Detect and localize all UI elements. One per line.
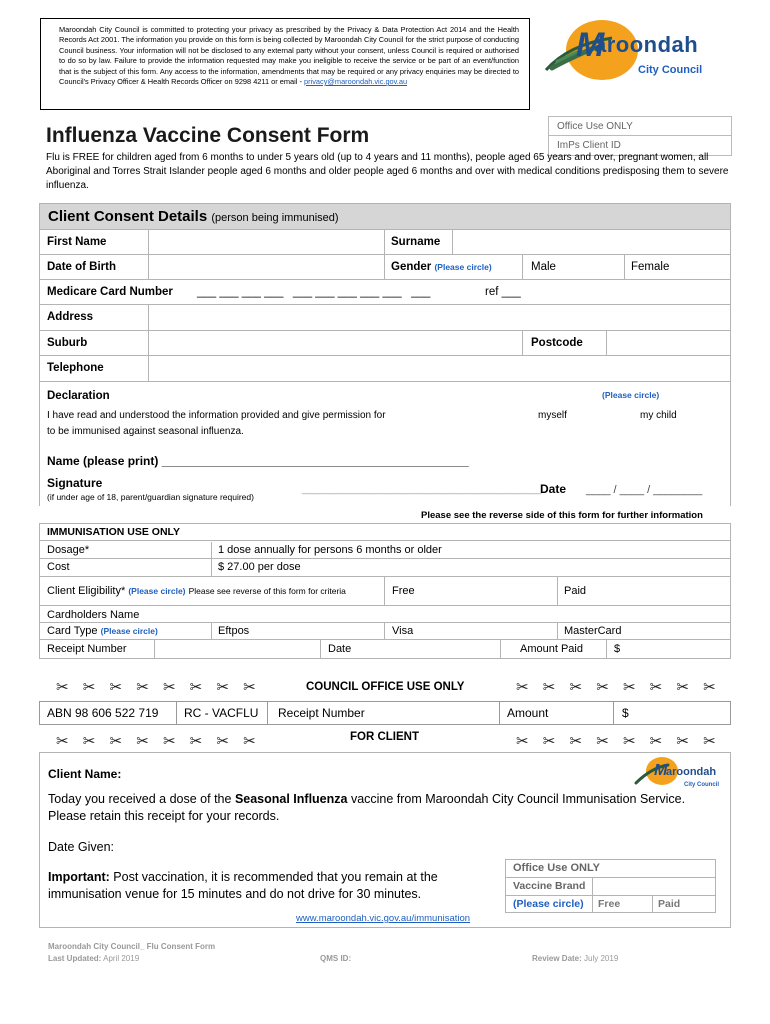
scissors-cut-line-right-1: ✂ ✂ ✂ ✂ ✂ ✂ ✂ ✂: [516, 679, 721, 696]
card-type-row: [40, 623, 730, 640]
gender-male-option[interactable]: Male: [531, 261, 556, 273]
council-amount-label: Amount: [507, 706, 549, 720]
signature-note: (if under age of 18, parent/guardian signature required): [47, 492, 254, 502]
client-receipt-box: [39, 752, 731, 928]
surname-field[interactable]: [452, 230, 730, 254]
address-label: Address: [47, 311, 94, 323]
client-please-circle: (Please circle): [513, 898, 584, 910]
council-amount-dollar[interactable]: $: [622, 706, 629, 720]
declaration-myself-option[interactable]: myself: [538, 410, 567, 421]
client-office-use-label: Office Use ONLY: [513, 862, 601, 874]
telephone-field[interactable]: [148, 356, 730, 381]
privacy-email-link[interactable]: privacy@maroondah.vic.gov.au: [304, 77, 408, 87]
receipt-row: [40, 640, 730, 658]
eligibility-note: Please see reverse of this form for criteria: [188, 586, 346, 596]
signature-date-field[interactable]: ____ / ____ / ________: [586, 484, 703, 496]
gender-please-circle: (Please circle): [434, 262, 492, 272]
signature-field[interactable]: ___________________________________________: [302, 484, 542, 495]
council-receipt-number-label: Receipt Number: [278, 706, 365, 720]
client-consent-section: [39, 203, 731, 506]
for-client-heading: FOR CLIENT: [350, 731, 419, 743]
privacy-text: Maroondah City Council is committed to protecting your privacy as prescribed by the Privacy & Data Protection Act 2014 and the Health Records Act 2001. The information you provide on this form is being collected by Maroondah City Council for the strict purpose of conducting Council business. Your information will not be disclosed to any external party without your consent, unless Council is required or authorised to do so by law. Failure to provide the information requested may make you ineligible to receive the service or be part of an event/function that is the subject of this form. Any access to the information, amendments that may be required or any privacy enquiries may be directed to Council's Privacy Officer & Health Records Officer on 9298 4211 or email -: [59, 25, 519, 87]
page-title: Influenza Vaccine Consent Form: [46, 124, 370, 147]
cost-label: Cost: [47, 561, 70, 573]
cardholder-label: Cardholders Name: [47, 609, 140, 621]
imps-client-id-field[interactable]: ImPs Client ID: [557, 140, 621, 151]
declaration-my-child-option[interactable]: my child: [640, 410, 677, 421]
receipt-number-label: Receipt Number: [47, 643, 127, 655]
logo-sub-text: City Council: [638, 64, 703, 76]
eligibility-row: [40, 577, 730, 606]
office-use-box: [548, 116, 732, 156]
medicare-number-field[interactable]: ___ ___ ___ ___ ___ ___ ___ ___ ___ ___: [197, 286, 431, 298]
reverse-side-note: Please see the reverse side of this form for further information: [421, 510, 703, 521]
suburb-label: Suburb: [47, 337, 88, 349]
svg-text:City Council: City Council: [684, 782, 720, 788]
signature-date-label: Date: [540, 482, 567, 496]
council-office-row: [39, 701, 731, 725]
footer-review-date: Review Date: July 2019: [532, 954, 619, 963]
client-paid-option[interactable]: Paid: [658, 898, 681, 910]
scissors-cut-line-left-2: ✂ ✂ ✂ ✂ ✂ ✂ ✂ ✂: [56, 733, 261, 750]
dosage-row: [40, 542, 730, 559]
first-name-field[interactable]: [148, 230, 384, 254]
card-type-label: Card Type (Please circle): [47, 625, 158, 637]
immunisation-url-link[interactable]: www.maroondah.vic.gov.au/immunisation: [296, 913, 471, 924]
maroondah-logo: [542, 18, 732, 88]
medicare-ref-field[interactable]: ref ___: [485, 286, 521, 298]
postcode-field[interactable]: [606, 331, 730, 355]
dob-gender-row: [40, 255, 730, 280]
footer-last-updated: Last Updated: April 2019: [48, 954, 140, 963]
immunisation-section: [39, 523, 731, 659]
intro-text: Flu is FREE for children aged from 6 months to under 5 years old (up to 4 years and 11 months), people aged 65 years and over, pregnant women, all Aboriginal and Torres Strait Islander people aged 6 months and older people aged 6 months and over with medical conditions predisposing them to severe influenza.: [46, 152, 729, 191]
office-use-label: Office Use ONLY: [549, 117, 731, 136]
dosage-label: Dosage*: [47, 544, 90, 556]
amount-paid-label: Amount Paid: [520, 643, 583, 655]
eligibility-please-circle: (Please circle): [128, 586, 186, 596]
telephone-row: [40, 356, 730, 382]
card-mastercard-option[interactable]: MasterCard: [564, 625, 622, 637]
dob-label: Date of Birth: [47, 261, 116, 273]
svg-text:aroondah: aroondah: [666, 766, 717, 778]
amount-paid-dollar[interactable]: $: [614, 643, 621, 655]
footer-qms-id: QMS ID:: [320, 954, 352, 963]
address-field[interactable]: [148, 305, 730, 330]
first-name-label: First Name: [47, 236, 107, 248]
scissors-cut-line-right-2: ✂ ✂ ✂ ✂ ✂ ✂ ✂ ✂: [516, 733, 721, 750]
gender-label: Gender (Please circle): [391, 261, 492, 273]
telephone-label: Telephone: [47, 362, 104, 374]
cost-value: $ 27.00 per dose: [218, 561, 301, 573]
council-office-heading: COUNCIL OFFICE USE ONLY: [306, 681, 465, 693]
svg-text:M: M: [654, 762, 668, 779]
abn-text: ABN 98 606 522 719: [47, 706, 159, 720]
client-receipt-logo: [632, 753, 722, 793]
surname-label: Surname: [391, 236, 441, 248]
footer-form-name: Maroondah City Council_ Flu Consent Form: [48, 942, 216, 951]
dosage-value: 1 dose annually for persons 6 months or older: [218, 544, 442, 556]
eligibility-paid-option[interactable]: Paid: [564, 585, 587, 597]
logo-initial: M: [576, 26, 605, 64]
privacy-notice: [40, 18, 530, 110]
card-visa-option[interactable]: Visa: [392, 625, 414, 637]
cost-row: [40, 559, 730, 577]
name-print-field[interactable]: Name (please print) ______________________________________________: [47, 454, 469, 468]
important-note: Important: Post vaccination, it is recommended that you remain at the immunisation venue for 15 minutes and do not drive for 30 minutes.: [48, 870, 438, 901]
consent-heading-text: Client Consent Details: [48, 208, 208, 225]
declaration-text-2: to be immunised against seasonal influenza.: [47, 426, 244, 437]
consent-heading: [40, 204, 730, 230]
client-office-use-table: [505, 859, 716, 913]
immunisation-heading: IMMUNISATION USE ONLY: [47, 526, 181, 538]
card-eftpos-option[interactable]: Eftpos: [218, 625, 250, 637]
postcode-label: Postcode: [531, 337, 583, 349]
name-row: [40, 230, 730, 255]
small-logo-graphic: [632, 753, 722, 793]
cardholder-row: [40, 606, 730, 623]
client-received-text: Today you received a dose of the Seasonal Influenza vaccine from Maroondah City Council Immunisation Service. Please retain this receipt for your records.: [48, 792, 686, 823]
consent-heading-sub: (person being immunised): [211, 212, 339, 224]
eligibility-free-option[interactable]: Free: [392, 585, 415, 597]
receipt-date-label: Date: [328, 643, 352, 655]
declaration-label: Declaration: [47, 390, 110, 402]
vaccine-brand-label: Vaccine Brand: [513, 880, 586, 892]
declaration-text-1: I have read and understood the information provided and give permission for: [47, 410, 386, 421]
signature-label: Signature: [47, 476, 103, 490]
suburb-field[interactable]: [148, 331, 522, 355]
logo-main-text: aroondah: [594, 32, 699, 57]
medicare-label: Medicare Card Number: [47, 286, 173, 298]
client-free-option[interactable]: Free: [598, 898, 621, 910]
dob-field[interactable]: [148, 255, 384, 279]
eligibility-label: Client Eligibility* (Please circle) Please see reverse of this form for criteria: [47, 585, 346, 597]
rc-code-text: RC - VACFLU: [184, 706, 259, 720]
scissors-cut-line-left-1: ✂ ✂ ✂ ✂ ✂ ✂ ✂ ✂: [56, 679, 261, 696]
date-given-label: Date Given:: [48, 840, 115, 854]
suburb-row: [40, 331, 730, 356]
gender-female-option[interactable]: Female: [631, 261, 670, 273]
address-row: [40, 305, 730, 331]
declaration-please-circle: (Please circle): [602, 390, 660, 400]
medicare-row: [40, 280, 730, 305]
client-name-label: Client Name:: [48, 767, 122, 781]
